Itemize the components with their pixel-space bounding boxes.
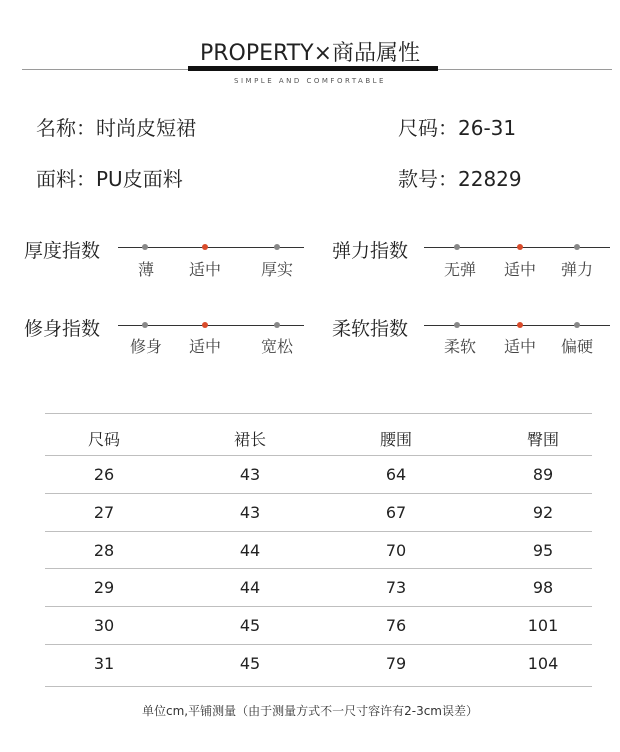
table-cell: 27: [93, 503, 115, 522]
scale-dot-fit-1: [202, 322, 208, 328]
page-subtitle: SIMPLE AND COMFORTABLE: [234, 77, 386, 85]
scale-option-softness-1: 适中: [503, 337, 537, 356]
scale-dot-softness-0: [454, 322, 460, 328]
scale-label-elasticity: 弹力指数: [332, 240, 409, 262]
product-fabric: 面料：PU皮面料: [36, 167, 183, 191]
scale-dot-elasticity-1: [517, 244, 523, 250]
table-cell: 30: [93, 616, 115, 635]
table-header-divider: [45, 455, 592, 456]
scale-label-softness: 柔软指数: [332, 318, 409, 340]
table-cell: 43: [239, 465, 261, 484]
table-row-divider: [45, 644, 592, 645]
table-cell: 67: [385, 503, 407, 522]
scale-option-fit-1: 适中: [188, 337, 222, 356]
scale-dot-elasticity-0: [454, 244, 460, 250]
table-cell: 98: [532, 578, 554, 597]
table-top-border: [45, 413, 592, 414]
table-cell: 73: [385, 578, 407, 597]
title-underline: [188, 66, 438, 71]
scale-option-elasticity-2: 弹力: [560, 260, 594, 279]
product-name: 名称：时尚皮短裙: [36, 116, 196, 140]
scale-dot-softness-1: [517, 322, 523, 328]
product-size: 尺码：26-31: [398, 116, 517, 140]
scale-dot-fit-0: [142, 322, 148, 328]
scale-option-fit-0: 修身: [129, 337, 163, 356]
table-cell: 76: [385, 616, 407, 635]
table-cell: 92: [532, 503, 554, 522]
scale-option-fit-2: 宽松: [260, 337, 294, 356]
scale-option-softness-2: 偏硬: [560, 337, 594, 356]
scale-option-thickness-1: 适中: [188, 260, 222, 279]
scale-label-fit: 修身指数: [24, 318, 101, 340]
table-cell: 64: [385, 465, 407, 484]
scale-option-thickness-2: 厚实: [260, 260, 294, 279]
scale-label-thickness: 厚度指数: [24, 240, 101, 262]
table-cell: 29: [93, 578, 115, 597]
table-cell: 104: [527, 654, 559, 673]
scale-option-elasticity-1: 适中: [503, 260, 537, 279]
table-cell: 43: [239, 503, 261, 522]
table-cell: 31: [93, 654, 115, 673]
scale-dot-thickness-1: [202, 244, 208, 250]
table-row-divider: [45, 606, 592, 607]
table-cell: 70: [385, 541, 407, 560]
table-cell: 44: [239, 578, 261, 597]
table-cell: 26: [93, 465, 115, 484]
scale-dot-softness-2: [574, 322, 580, 328]
table-cell: 44: [239, 541, 261, 560]
table-header-cell: 尺码: [87, 430, 121, 449]
table-bottom-border: [45, 686, 592, 687]
scale-option-elasticity-0: 无弹: [443, 260, 477, 279]
table-cell: 79: [385, 654, 407, 673]
scale-dot-fit-2: [274, 322, 280, 328]
table-header-cell: 腰围: [379, 430, 413, 449]
product-style-no: 款号：22829: [398, 167, 522, 191]
scale-option-softness-0: 柔软: [443, 337, 477, 356]
table-cell: 45: [239, 616, 261, 635]
page-title: PROPERTY×商品属性: [199, 41, 421, 66]
table-header-cell: 裙长: [233, 430, 267, 449]
measurement-note: 单位cm,平铺测量（由于测量方式不一尺寸容许有2-3cm误差）: [142, 704, 478, 718]
table-row-divider: [45, 531, 592, 532]
table-cell: 28: [93, 541, 115, 560]
table-cell: 89: [532, 465, 554, 484]
scale-dot-thickness-2: [274, 244, 280, 250]
table-row-divider: [45, 493, 592, 494]
table-header-cell: 臀围: [526, 430, 560, 449]
scale-dot-elasticity-2: [574, 244, 580, 250]
scale-option-thickness-0: 薄: [137, 260, 155, 279]
table-cell: 45: [239, 654, 261, 673]
table-cell: 101: [527, 616, 559, 635]
table-cell: 95: [532, 541, 554, 560]
scale-dot-thickness-0: [142, 244, 148, 250]
table-row-divider: [45, 568, 592, 569]
